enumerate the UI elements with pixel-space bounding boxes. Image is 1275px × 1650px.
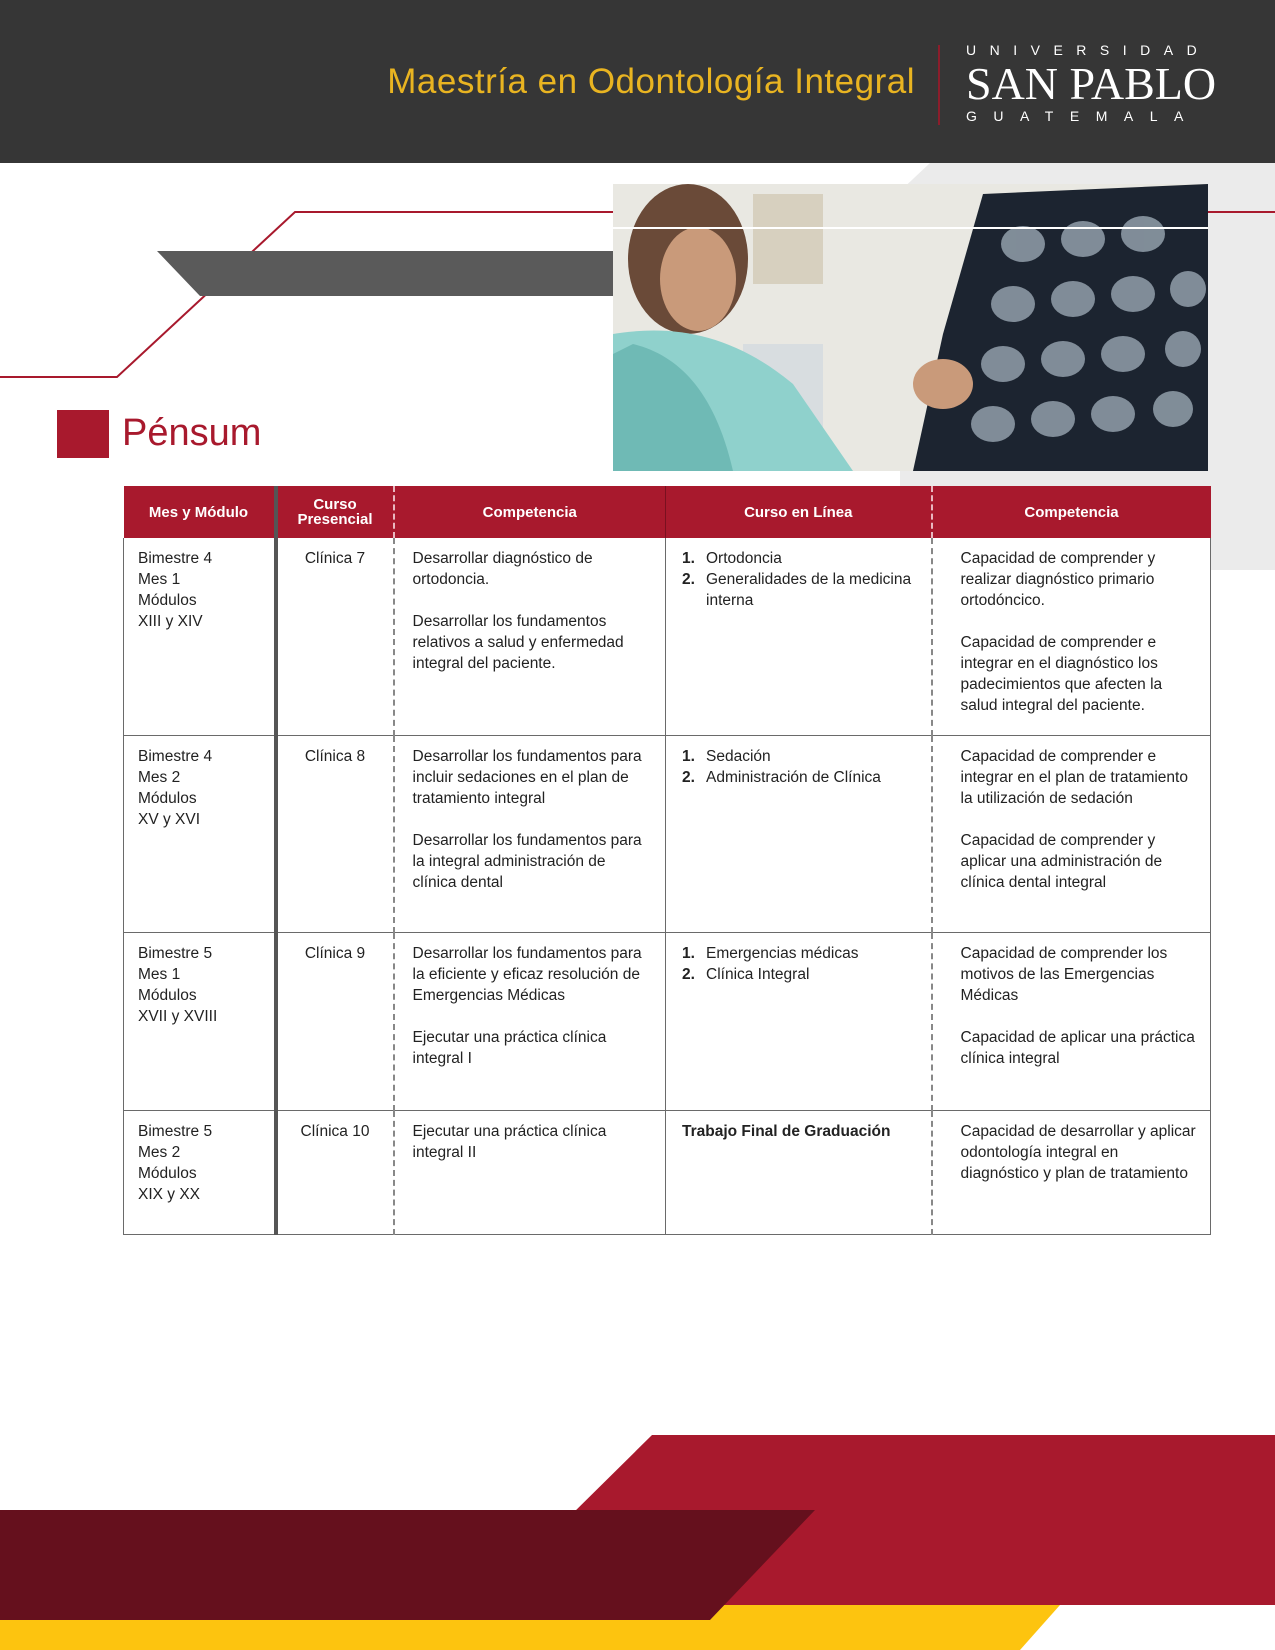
table-row <box>124 735 1211 932</box>
table-row <box>124 538 1211 735</box>
period-line: Módulos <box>138 592 197 609</box>
competency-text: Capacidad de comprender y aplicar una administración de clínica dental integral <box>960 831 1163 891</box>
period-line: Mes 1 <box>138 571 181 588</box>
competency-text: Capacidad de comprender y realizar diagnóstico primario ortodóncico. <box>960 550 1156 609</box>
period-line: Bimestre 4 <box>138 550 213 567</box>
online-competency-cell <box>932 538 1211 735</box>
course-name: Sedación <box>706 747 771 765</box>
course-cell: Clínica 10 <box>276 1110 394 1234</box>
period-line: XIX y XX <box>138 1185 201 1203</box>
course-name: Generalidades de la medicina interna <box>706 571 912 609</box>
period-line: Bimestre 5 <box>138 944 213 962</box>
competency-text: Desarrollar los fundamentos relativos a salud y enfermedad integral del paciente. <box>412 613 624 672</box>
competency-text: Capacidad de comprender los motivos de las Emergencias Médicas <box>960 944 1168 1004</box>
period-cell <box>124 1110 276 1234</box>
competency-cell <box>394 1110 666 1234</box>
period-line: XIII y XIV <box>138 613 203 630</box>
logo-line-1: UNIVERSIDAD <box>966 42 1211 58</box>
competency-text: Capacidad de comprender e integrar en el diagnóstico los padecimientos que afecten la salud integral del paciente. <box>960 634 1163 714</box>
period-cell <box>124 932 276 1110</box>
course-name: Ortodoncia <box>706 550 782 567</box>
competency-text: Ejecutar una práctica clínica integral I <box>412 1028 607 1067</box>
column-header: Competencia <box>394 486 666 538</box>
thesis-label: Trabajo Final de Graduación <box>682 1122 891 1140</box>
course-name: Emergencias médicas <box>706 944 859 962</box>
period-line: Bimestre 5 <box>138 1122 213 1140</box>
logo-line-2: SAN PABLO <box>966 58 1217 109</box>
column-header: Curso Presencial <box>276 486 394 538</box>
table-header-row <box>124 486 1211 538</box>
period-line: Mes 2 <box>138 1143 181 1161</box>
logo-line-3: GUATEMALA <box>966 108 1200 124</box>
course-cell: Clínica 7 <box>276 538 394 735</box>
program-title: Maestría en Odontología Integral <box>387 62 915 101</box>
doctor-xray-photo <box>613 184 1208 471</box>
section-title: Pénsum <box>122 412 262 454</box>
pensum-table <box>123 486 1211 1235</box>
list-item: 2. Clínica Integral <box>682 965 810 983</box>
course-name: Clínica Integral <box>706 965 810 983</box>
list-item: 2. Generalidades de la medicina interna <box>682 571 912 609</box>
online-course-cell <box>666 538 932 735</box>
period-line: Módulos <box>138 986 197 1004</box>
university-logo <box>966 42 1217 124</box>
column-header: Mes y Módulo <box>124 486 276 538</box>
competency-text: Desarrollar diagnóstico de ortodoncia. <box>412 550 593 588</box>
competency-text: Ejecutar una práctica clínica integral II <box>412 1122 607 1161</box>
column-header: Competencia <box>932 486 1211 538</box>
competency-cell <box>394 538 666 735</box>
online-course-cell <box>666 735 932 932</box>
table-row <box>124 932 1211 1110</box>
section-marker <box>57 410 109 458</box>
online-course-list <box>682 548 917 611</box>
period-cell <box>124 735 276 932</box>
period-line: Bimestre 4 <box>138 747 213 765</box>
competency-cell <box>394 735 666 932</box>
competency-text: Capacidad de aplicar una práctica clínica integral <box>960 1028 1195 1067</box>
list-item: 1. Emergencias médicas <box>682 944 859 962</box>
online-course-cell <box>666 932 932 1110</box>
page-header <box>0 0 1275 163</box>
course-name: Administración de Clínica <box>706 768 881 786</box>
list-item: 2. Administración de Clínica <box>682 768 881 786</box>
list-item: 1. Sedación <box>682 747 771 765</box>
photo-illustration <box>613 184 1208 471</box>
table-row <box>124 1110 1211 1234</box>
competency-text: Desarrollar los fundamentos para incluir sedaciones en el plan de tratamiento integral <box>412 747 642 807</box>
competency-text: Desarrollar los fundamentos para la eficiente y eficaz resolución de Emergencias Médicas <box>412 944 642 1004</box>
competency-cell <box>394 932 666 1110</box>
period-line: Mes 2 <box>138 768 181 786</box>
online-course-list <box>682 746 917 788</box>
period-line: XVII y XVIII <box>138 1007 218 1025</box>
online-course-cell <box>666 1110 932 1234</box>
period-line: Módulos <box>138 789 197 807</box>
online-competency-cell <box>932 735 1211 932</box>
online-competency-cell <box>932 932 1211 1110</box>
period-line: Módulos <box>138 1164 197 1182</box>
column-header: Curso en Línea <box>666 486 932 538</box>
course-cell: Clínica 8 <box>276 735 394 932</box>
online-course-list <box>682 943 917 985</box>
competency-text: Capacidad de desarrollar y aplicar odontología integral en diagnóstico y plan de tratamiento <box>960 1122 1196 1182</box>
competency-text: Desarrollar los fundamentos para la integral administración de clínica dental <box>412 831 642 891</box>
list-item: 1. Ortodoncia <box>682 550 782 567</box>
period-line: Mes 1 <box>138 965 181 983</box>
competency-text: Capacidad de comprender e integrar en el plan de tratamiento la utilización de sedación <box>960 747 1188 807</box>
period-line: XV y XVI <box>138 810 201 828</box>
period-cell <box>124 538 276 735</box>
course-cell: Clínica 9 <box>276 932 394 1110</box>
online-competency-cell <box>932 1110 1211 1234</box>
header-divider <box>938 45 940 125</box>
